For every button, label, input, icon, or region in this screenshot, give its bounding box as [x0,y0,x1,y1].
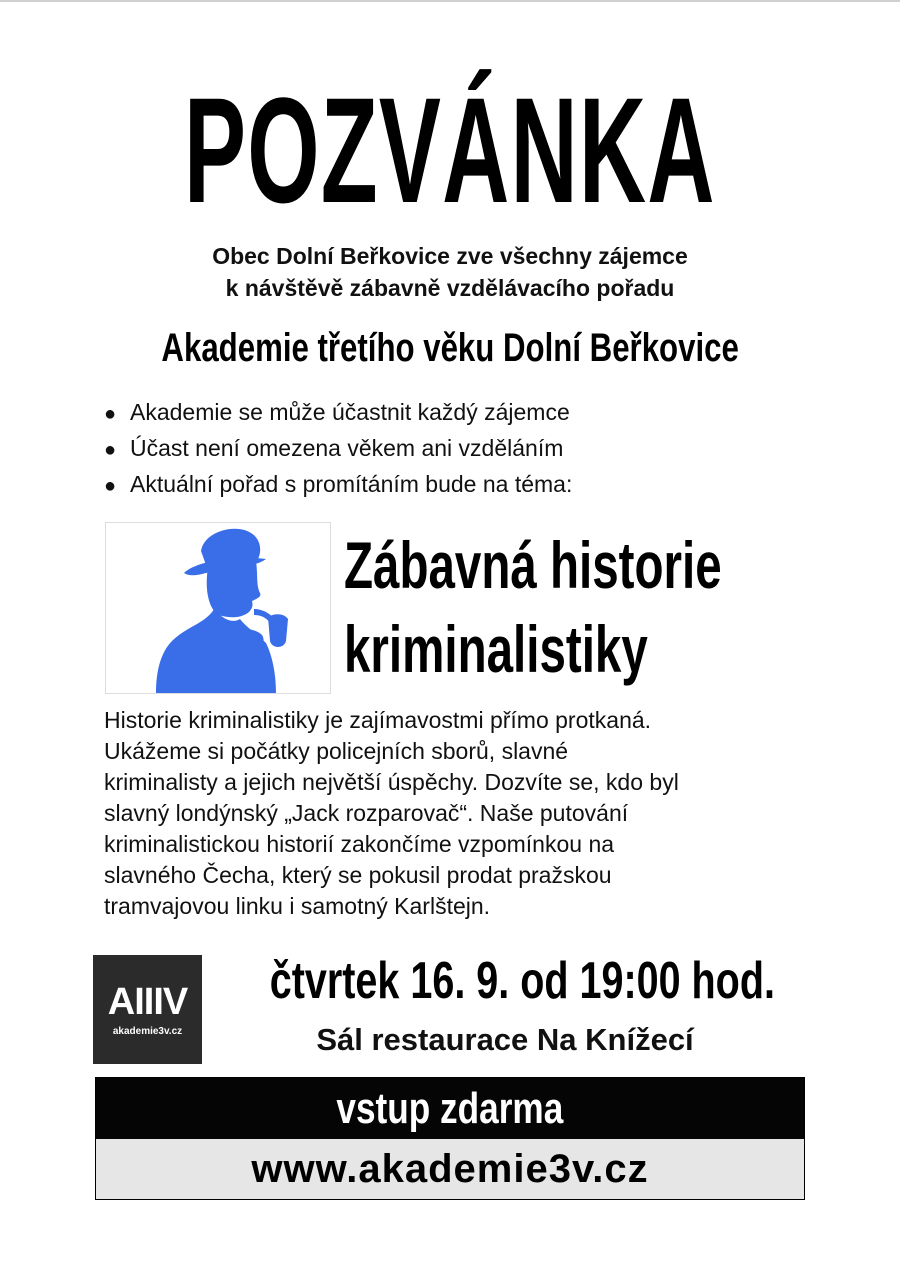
admission-banner [95,1077,805,1200]
info-list [104,397,572,505]
description-line: slavný londýnský „Jack rozparovač“. Naše putování [104,800,629,826]
event-date [190,951,820,1011]
list-item-text: Akademie se může účastnit každý zájemce [130,399,570,425]
description-line: Historie kriminalistiky je zajímavostmi přímo protkaná. [104,707,652,733]
bullet-icon: ● [104,475,117,497]
event-date-text: čtvrtek 16. 9. od 19:00 hod. [269,952,775,1010]
topic-line-2: kriminalistiky [344,612,648,686]
topic-line-1: Zábavná historie [344,528,722,602]
detective-silhouette-image [105,522,331,694]
list-item [104,469,572,505]
poster-title [0,66,900,234]
description-line: tramvajovou linku i samotný Karlštejn. [104,893,491,919]
admission-bar [96,1078,804,1139]
logo-url: akademie3v.cz [112,1026,183,1037]
admission-text: vstup zdarma [336,1084,564,1133]
description-line: kriminalistickou historií zakončíme vzpomínkou na [104,831,615,857]
description-line: kriminalisty a jejich největší úspěchy. Dozvíte se, kdo byl [104,769,679,795]
top-border [0,0,900,2]
logo-mark: AIIIV [107,981,188,1023]
subtitle-text: Akademie třetího věku Dolní Beřkovice [161,326,739,370]
website-bar [96,1139,804,1199]
list-item [104,397,572,433]
subtitle [0,326,900,371]
bullet-icon: ● [104,439,117,461]
list-item-text: Aktuální pořad s promítáním bude na téma: [130,471,573,497]
intro-line-2: k návštěvě zábavně vzdělávacího pořadu [225,275,675,301]
intro-line-1: Obec Dolní Beřkovice zve všechny zájemce [212,243,688,269]
detective-icon [106,523,330,693]
list-item [104,433,572,469]
description-line: slavného Čecha, který se pokusil prodat pražskou [104,862,612,888]
website-link[interactable]: www.akademie3v.cz [251,1147,649,1191]
description-paragraph [104,705,824,922]
event-venue: Sál restaurace Na Knížecí [316,1022,694,1057]
bullet-icon: ● [104,403,117,425]
poster-title-text: POZVÁNKA [184,66,716,234]
list-item-text: Účast není omezena věkem ani vzděláním [130,435,564,461]
description-line: Ukážeme si počátky policejních sborů, slavné [104,738,569,764]
akademie-logo [93,955,202,1064]
topic-heading [344,523,864,691]
